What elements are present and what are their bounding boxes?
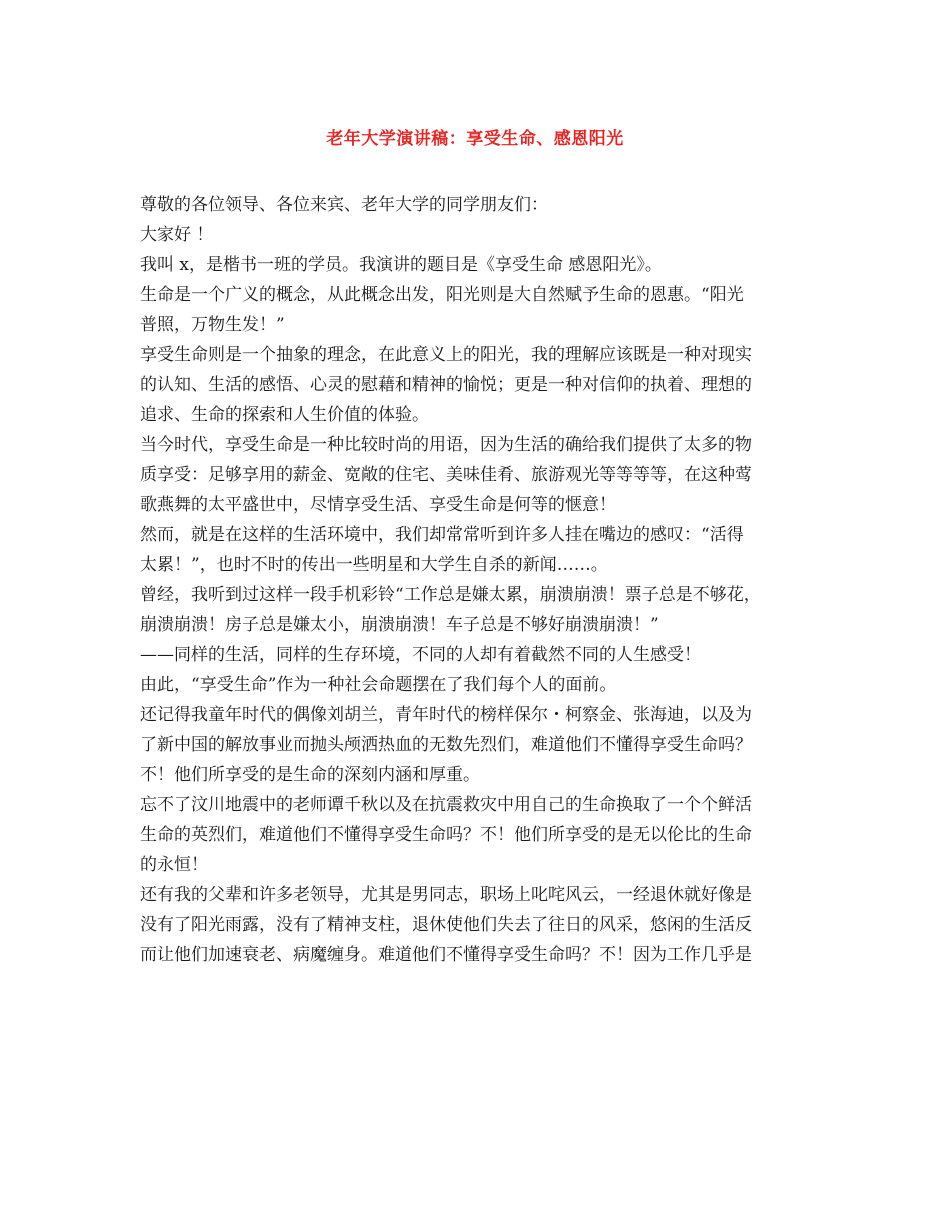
body-text-line: 生命的英烈们，难道他们不懂得享受生命吗？不！他们所享受的是无以伦比的生命 bbox=[140, 825, 752, 845]
body-text-line: 还记得我童年时代的偶像刘胡兰，青年时代的榜样保尔・柯察金、张海迪，以及为 bbox=[140, 705, 752, 725]
body-text-line: 尊敬的各位领导、各位来宾、老年大学的同学朋友们： bbox=[140, 195, 548, 215]
body-text-line: 还有我的父辈和许多老领导，尤其是男同志，职场上叱咤风云，一经退休就好像是 bbox=[140, 885, 752, 905]
body-text-line: 太累！”，也时不时的传出一些明星和大学生自杀的新闻……。 bbox=[140, 555, 608, 575]
body-text-line: 忘不了汶川地震中的老师谭千秋以及在抗震救灾中用自己的生命换取了一个个鲜活 bbox=[140, 795, 752, 815]
body-text-line: 普照，万物生发！” bbox=[140, 315, 285, 335]
body-text-line: 追求、生命的探索和人生价值的体验。 bbox=[140, 405, 429, 425]
document-title: 老年大学演讲稿：享受生命、感恩阳光 bbox=[326, 129, 624, 149]
body-text-line: 享受生命则是一个抽象的理念，在此意义上的阳光，我的理解应该既是一种对现实 bbox=[140, 345, 752, 365]
body-text-line: 大家好 ！ bbox=[140, 225, 214, 245]
body-text-line: 的认知、生活的感悟、心灵的慰藉和精神的愉悦；更是一种对信仰的执着、理想的 bbox=[140, 375, 752, 395]
body-text-line: 然而，就是在这样的生活环境中，我们却常常听到许多人挂在嘴边的感叹：“活得 bbox=[140, 525, 744, 545]
body-text-line: 没有了阳光雨露，没有了精神支柱，退休使他们失去了往日的风采，悠闲的生活反 bbox=[140, 915, 752, 935]
body-text-line: 质享受：足够享用的薪金、宽敞的住宅、美味佳肴、旅游观光等等等等，在这种莺 bbox=[140, 465, 752, 485]
body-text-line: 由此，“享受生命”作为一种社会命题摆在了我们每个人的面前。 bbox=[140, 675, 617, 695]
body-text-line: 生命是一个广义的概念，从此概念出发，阳光则是大自然赋予生命的恩惠。“阳光 bbox=[140, 285, 744, 305]
body-text-line: 而让他们加速衰老、病魔缠身。难道他们不懂得享受生命吗？不！因为工作几乎是 bbox=[140, 945, 752, 965]
body-text-line: 歌燕舞的太平盛世中，尽情享受生活、享受生命是何等的惬意！ bbox=[140, 495, 616, 515]
document-body bbox=[140, 190, 820, 970]
body-text-line: ——同样的生活，同样的生存环境，不同的人却有着截然不同的人生感受！ bbox=[140, 645, 701, 665]
body-text-line: 崩溃崩溃！房子总是嫌太小，崩溃崩溃！车子总是不够好崩溃崩溃！” bbox=[140, 615, 659, 635]
body-text-line: 了新中国的解放事业而抛头颅洒热血的无数先烈们，难道他们不懂得享受生命吗？ bbox=[140, 735, 752, 755]
body-text-line: 我叫 x，是楷书一班的学员。我演讲的题目是《享受生命 感恩阳光》。 bbox=[140, 255, 662, 275]
body-text-line: 曾经，我听到过这样一段手机彩铃“工作总是嫌太累，崩溃崩溃！票子总是不够花， bbox=[140, 585, 761, 605]
body-text-line: 的永恒！ bbox=[140, 855, 208, 875]
body-text-line: 不！他们所享受的是生命的深刻内涵和厚重。 bbox=[140, 765, 480, 785]
body-text-line: 当今时代，享受生命是一种比较时尚的用语，因为生活的确给我们提供了太多的物 bbox=[140, 435, 752, 455]
